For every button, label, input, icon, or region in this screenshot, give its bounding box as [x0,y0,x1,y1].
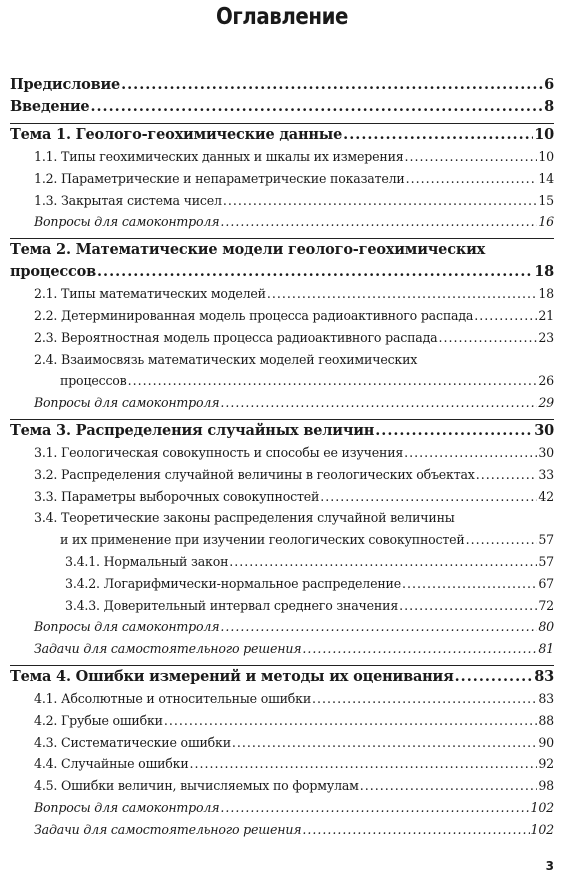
leader-dots [466,529,538,551]
toc-entry-label: 4.3. Систематические ошибки [34,734,231,750]
toc-entry-page: 18 [534,263,554,281]
toc-subentry[interactable] [10,551,554,573]
toc-entry-label: Вопросы для самоконтроля [34,214,220,230]
leader-dots [476,464,538,486]
toc-entry-label: 3.4.1. Нормальный закон [65,553,229,569]
table-of-contents [10,74,554,841]
toc-entry[interactable] [10,442,554,464]
toc-entry-label: Тема 1. Геолого-геохимические данные [10,126,343,143]
toc-entry-label: 3.1. Геологическая совокупность и способы ее изучения [34,444,404,460]
toc-subentry[interactable] [10,595,554,617]
toc-entry-page: 92 [538,756,554,772]
toc-entry[interactable] [10,775,554,797]
toc-chapter-1[interactable] [10,124,554,146]
leader-dots [405,146,538,168]
leader-dots [220,616,537,638]
toc-entry-label: 4.4. Случайные ошибки [34,756,189,772]
toc-entry-label: процессов [60,373,127,389]
toc-entry-page: 23 [538,329,554,345]
toc-entry-label: Тема 2. Математические модели геолого-геохимических [10,241,486,259]
toc-entry-page: 14 [538,170,554,186]
toc-chapter-3[interactable] [10,420,554,442]
toc-entry[interactable] [10,710,554,732]
toc-entry-page: 6 [544,76,554,93]
leader-dots [229,551,537,573]
toc-entry[interactable] [10,327,554,349]
toc-entry-label: 2.1. Типы математических моделей [34,286,266,302]
toc-entry-page: 102 [530,821,554,837]
page-number: 3 [545,859,554,873]
toc-entry-label: 1.2. Параметрические и непараметрические показатели [34,170,405,186]
leader-dots [220,211,537,233]
toc-entry-label: Тема 4. Ошибки измерений и методы их оценивания [10,667,454,685]
toc-entry-page: 10 [538,149,554,164]
leader-dots [90,96,543,118]
leader-dots [97,261,533,283]
toc-entry-page: 30 [534,421,554,439]
toc-entry-label: 1.1. Типы геохимических данных и шкалы их измерения [34,149,404,164]
page-title: Оглавление [215,4,349,30]
toc-entry-page: 57 [538,532,554,548]
toc-entry-page: 67 [538,575,554,591]
leader-dots [320,486,537,508]
toc-entry-label: процессов [10,263,96,281]
toc-entry-tasks[interactable] [10,638,554,660]
toc-entry-label: Предисловие [10,76,121,93]
toc-entry-label: Задачи для самостоятельного решения [34,821,302,837]
toc-entry-questions[interactable] [10,797,554,819]
toc-entry-page: 83 [538,690,554,706]
leader-dots [474,305,537,327]
toc-entry[interactable] [10,464,554,486]
leader-dots [455,666,534,688]
toc-entry-label: Тема 3. Распределения случайных величин [10,421,375,439]
toc-entry-introduction[interactable] [10,96,554,118]
toc-entry[interactable] [10,486,554,508]
toc-entry-label: Вопросы для самоконтроля [34,799,220,815]
leader-dots [302,638,537,660]
toc-entry-line1[interactable] [10,507,554,529]
toc-entry-label: 2.4. Взаимосвязь математических моделей геохимических [34,351,418,367]
toc-entry-label: 3.3. Параметры выборочных совокупностей [34,488,320,504]
leader-dots [128,370,538,392]
toc-entry[interactable] [10,688,554,710]
toc-entry[interactable] [10,370,554,392]
toc-entry-label: 4.2. Грубые ошибки [34,712,163,728]
toc-entry-label: 4.1. Абсолютные и относительные ошибки [34,690,312,706]
toc-entry-page: 98 [538,778,554,794]
toc-entry-page: 10 [534,126,554,143]
toc-entry[interactable] [10,753,554,775]
leader-dots [302,819,529,841]
leader-dots [267,283,537,305]
toc-entry[interactable] [10,168,554,190]
toc-entry-page: 16 [538,214,554,230]
toc-entry-line1[interactable] [10,349,554,371]
leader-dots [220,797,529,819]
toc-entry-label: 2.2. Детерминированная модель процесса радиоактивного распада [34,307,474,323]
toc-entry-page: 33 [538,466,554,482]
toc-entry-page: 15 [538,192,554,208]
toc-subentry[interactable] [10,573,554,595]
toc-entry-page: 88 [538,712,554,728]
toc-entry-page: 8 [544,98,554,115]
toc-chapter-2-title-line1[interactable] [10,239,554,261]
toc-entry-questions[interactable] [10,616,554,638]
toc-entry-label: 4.5. Ошибки величин, вычисляемых по формулам [34,778,359,794]
leader-dots [438,327,537,349]
toc-entry-questions[interactable] [10,211,554,233]
leader-dots [164,710,538,732]
leader-dots [406,168,538,190]
toc-entry-page: 57 [538,553,554,569]
leader-dots [360,775,538,797]
toc-entry-page: 21 [538,307,554,323]
leader-dots [399,595,537,617]
toc-entry-page: 81 [538,641,554,657]
toc-entry-page: 80 [538,619,554,635]
toc-entry-page: 18 [538,286,554,302]
toc-entry-page: 29 [538,395,554,411]
toc-entry-tasks[interactable] [10,819,554,841]
toc-entry-label: Вопросы для самоконтроля [34,619,220,635]
toc-entry[interactable] [10,732,554,754]
toc-entry-label: Вопросы для самоконтроля [34,395,220,411]
toc-entry-page: 30 [538,444,554,460]
leader-dots [220,392,537,414]
leader-dots [223,190,538,212]
toc-entry[interactable] [10,529,554,551]
leader-dots [190,753,538,775]
leader-dots [375,420,533,442]
toc-entry-label: 2.3. Вероятностная модель процесса радиоактивного распада [34,329,438,345]
leader-dots [404,442,537,464]
toc-entry-label: 1.3. Закрытая система чисел [34,192,222,208]
toc-entry-label: 3.4. Теоретические законы распределения случайной величины [34,510,455,526]
toc-entry-label: 3.4.2. Логарифмически-нормальное распределение [65,575,401,591]
toc-entry[interactable] [10,283,554,305]
toc-entry[interactable] [10,190,554,212]
toc-entry[interactable] [10,146,554,168]
leader-dots [312,688,537,710]
toc-entry-page: 90 [538,734,554,750]
toc-entry-page: 102 [530,799,554,815]
toc-entry-page: 72 [538,597,554,613]
toc-entry[interactable] [10,305,554,327]
toc-entry-label: Задачи для самостоятельного решения [34,641,302,657]
toc-chapter-4[interactable] [10,666,554,688]
toc-entry-page: 42 [538,488,554,504]
toc-entry-preface[interactable] [10,74,554,96]
toc-entry-label: 3.2. Распределения случайной величины в геологических объектах [34,466,475,482]
toc-entry-label: 3.4.3. Доверительный интервал среднего значения [65,597,399,613]
leader-dots [121,74,543,96]
toc-entry-label: Введение [10,98,90,115]
toc-chapter-2[interactable] [10,261,554,283]
toc-entry-label: и их применение при изучении геологических совокупностей [60,532,465,548]
leader-dots [343,124,533,146]
toc-entry-page: 26 [538,373,554,389]
leader-dots [402,573,537,595]
toc-entry-page: 83 [534,667,554,685]
leader-dots [232,732,537,754]
toc-entry-questions[interactable] [10,392,554,414]
